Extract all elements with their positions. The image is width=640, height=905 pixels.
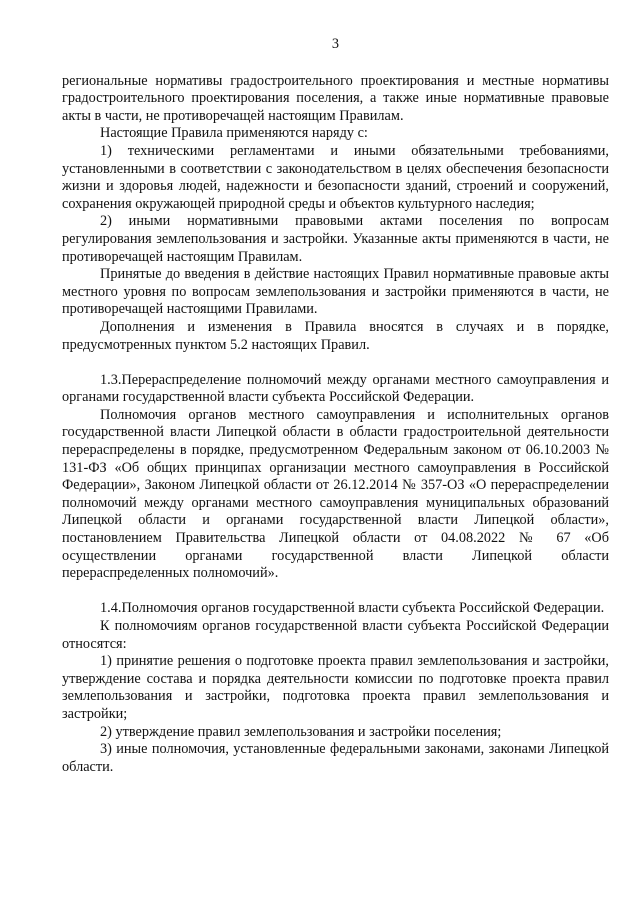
section-1-4-list-item-2: 2) утверждение правил землепользования и застройки поселения; <box>100 723 502 740</box>
section-1-4-list-item-1: 1) принятие решения о подготовке проекта правил землепользования и застройки, утверждение состава и порядка деятельности комиссии по подготовке проекта правил землепользования и застройки, подготовка проекта правил землепользования и застройки; <box>62 653 609 722</box>
section-1-3-paragraph-1: Полномочия органов местного самоуправления и исполнительных органов государственной власти Липецкой области в области градостроительной деятельности перераспределены в порядке, предусмотренном Федеральным законом от 06.10.2003 № 131-ФЗ «Об общих принципах организации местного самоуправления в Российской Федерации», Законом Липецкой области от 26.12.2014 № 357-ОЗ «О перераспределении полномочий между органами местного самоуправления муниципальных образований Липецкой области и органами государственной власти Липецкой области», постановлением Правительства Липецкой области от 04.08.2022 № 67 «Об осуществлении органами государственной власти Липецкой области перераспределенных полномочий». <box>62 406 609 582</box>
section-1-3-heading: 1.3.Перераспределение полномочий между органами местного самоуправления и органами государственной власти субъекта Российской Федерации. <box>62 371 609 406</box>
page-number: 3 <box>331 36 340 52</box>
intro-paragraph-5: Принятые до введения в действие настоящих Правил нормативные правовые акты местного уровня по вопросам землепользования и застройки применяются в части, не противоречащей настоящими Правилами. <box>62 266 609 318</box>
intro-list-item-2: 2) иными нормативными правовыми актами поселения по вопросам регулирования землепользования и застройки. Указанные акты применяются в части, не противоречащей настоящим Правилам. <box>62 213 609 265</box>
intro-paragraph-2: Настоящие Правила применяются наряду с: <box>100 125 368 142</box>
section-spacer <box>62 354 609 372</box>
intro-paragraph-1: региональные нормативы градостроительного проектирования и местные нормативы градостроительного проектирования поселения, а также иные нормативные правовые акты в части, не противоречащей настоящим Правилам. <box>62 72 609 124</box>
section-1-4-heading: 1.4.Полномочия органов государственной власти субъекта Российской Федерации. <box>100 600 605 617</box>
intro-paragraph-6: Дополнения и изменения в Правила вносятся в случаях и в порядке, предусмотренных пунктом 5.2 настоящих Правил. <box>62 318 609 353</box>
section-1-4-list-item-3: 3) иные полномочия, установленные федеральными законами, законами Липецкой области. <box>62 741 609 775</box>
section-1-4-paragraph-1: К полномочиям органов государственной власти субъекта Российской Федерации относятся: <box>62 618 609 652</box>
intro-list-item-1: 1) техническими регламентами и иными обязательными требованиями, установленными в соответствии с законодательством в целях обеспечения безопасности жизни и здоровья людей, надежности и безопасности зданий, строений и сооружений, сохранения окружающей природной среды и объектов культурного наследия; <box>62 142 609 212</box>
section-spacer <box>62 583 609 601</box>
